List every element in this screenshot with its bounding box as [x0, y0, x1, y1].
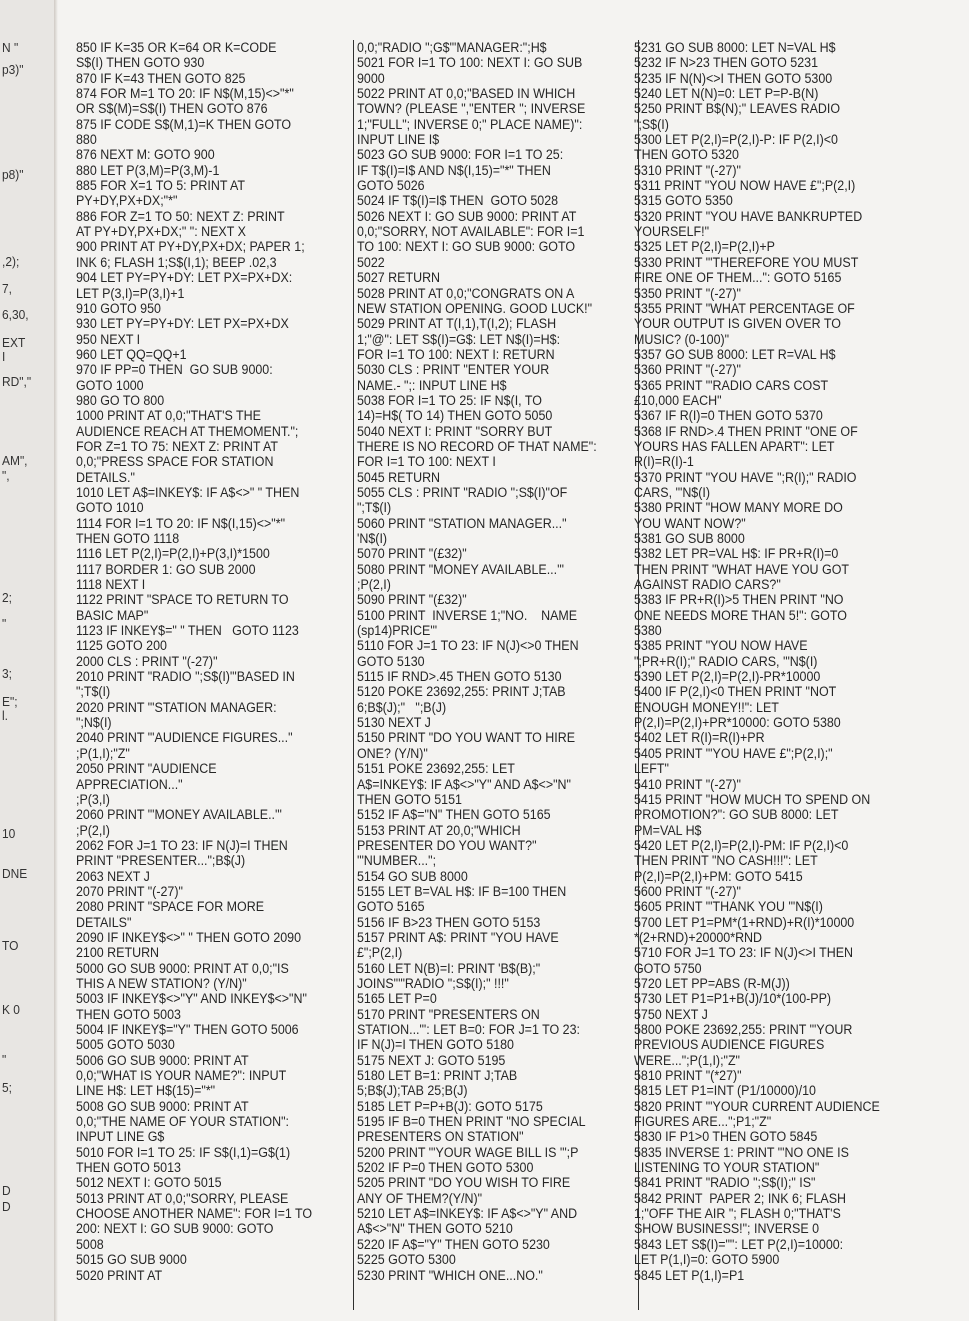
- code-line: JOINS"'"RADIO ";S$(I);" !!!": [357, 975, 509, 991]
- code-line: 5055 CLS : PRINT "RADIO ";S$(I)"OF: [357, 484, 568, 500]
- edge-fragment: K 0: [2, 1002, 20, 1017]
- code-line: '"NUMBER...";: [357, 853, 437, 869]
- code-line: TO 100: NEXT I: GO SUB 9000: GOTO: [357, 239, 576, 255]
- code-line: 5382 LET PR=VAL H$: IF PR+R(I)=0: [634, 546, 839, 562]
- code-line: 2020 PRINT "'STATION MANAGER:: [76, 699, 277, 715]
- code-line: 1125 GOTO 200: [76, 638, 167, 654]
- code-line: 1;"OFF THE AIR "; FLASH 0;"THAT'S: [634, 1206, 841, 1222]
- code-line: 5420 LET P(2,I)=P(2,I)-PM: IF P(2,I)<0: [634, 837, 849, 853]
- code-line: 5700 LET P1=PM*(1+RND)+R(I)*10000: [634, 914, 855, 930]
- code-line: 5027 RETURN: [357, 270, 441, 286]
- code-line: 5360 PRINT "(-27)": [634, 362, 741, 378]
- code-line: 5175 NEXT J: GOTO 5195: [357, 1052, 506, 1068]
- code-line: 5004 IF INKEY$="Y" THEN GOTO 5006: [76, 1022, 299, 1037]
- listing-column-1: [76, 40, 336, 1283]
- code-line: 2010 PRINT "RADIO ";S$(I)"'BASED IN: [76, 669, 295, 685]
- code-line: 2062 FOR J=1 TO 23: IF N(J)=I THEN: [76, 837, 288, 853]
- edge-fragment: RD",": [2, 374, 32, 389]
- code-line: 2080 PRINT "SPACE FOR MORE: [76, 899, 265, 915]
- code-line: 'N$(I): [357, 531, 388, 546]
- code-line: DETAILS.": [76, 469, 135, 485]
- code-line: OR S$(M)=S$(I) THEN GOTO 876: [76, 101, 268, 117]
- code-line: 5600 PRINT "(-27)": [634, 883, 741, 899]
- code-line: 2050 PRINT "AUDIENCE: [76, 761, 217, 777]
- code-line: 5402 LET R(I)=R(I)+PR: [634, 730, 765, 746]
- code-line: 5152 IF A$="N" THEN GOTO 5165: [357, 807, 551, 823]
- code-line: 5195 IF B=0 THEN PRINT "NO SPECIAL: [357, 1114, 586, 1130]
- code-line: FOR Z=1 TO 75: NEXT Z: PRINT AT: [76, 438, 278, 454]
- code-line: FIGURES ARE...";P1;"Z": [634, 1114, 772, 1130]
- edge-fragment: AM",: [2, 453, 28, 468]
- code-line: APPRECIATION...": [76, 776, 183, 792]
- code-line: 5200 PRINT "'YOUR WAGE BILL IS '";P: [357, 1144, 579, 1160]
- code-line: 5015 GO SUB 9000: [76, 1252, 187, 1268]
- code-line: 5012 NEXT I: GOTO 5015: [76, 1175, 222, 1191]
- code-line: 5240 LET N(N)=0: LET P=P-B(N): [634, 86, 819, 102]
- code-line: 885 FOR X=1 TO 5: PRINT AT: [76, 178, 245, 194]
- code-line: P(2,I)=P(2,I)+PM: GOTO 5415: [634, 868, 803, 884]
- code-line: ONE? (Y/N)": [357, 745, 428, 761]
- code-line: 5380: [634, 623, 662, 639]
- code-line: 5165 LET P=0: [357, 991, 437, 1007]
- code-line: ;P(3,I): [76, 791, 110, 807]
- code-line: 5330 PRINT "'THEREFORE YOU MUST: [634, 254, 859, 270]
- code-line: THEN GOTO 5013: [76, 1160, 181, 1176]
- code-line: 5232 IF N>23 THEN GOTO 5231: [634, 55, 819, 71]
- code-line: 5605 PRINT "'THANK YOU "'N$(I): [634, 899, 823, 915]
- page-fold-shadow: [54, 0, 58, 1321]
- code-line: 1010 LET A$=INKEY$: IF A$<>" " THEN: [76, 484, 300, 500]
- code-line: 5029 PRINT AT T(I,1),T(I,2); FLASH: [357, 316, 557, 332]
- code-line: 5381 GO SUB 8000: [634, 531, 745, 546]
- code-line: INK 6; FLASH 1;S$(I,1); BEEP .02,3: [76, 254, 277, 270]
- code-line: 5810 PRINT "(*27)": [634, 1068, 742, 1084]
- code-line: 2040 PRINT "'AUDIENCE FIGURES...": [76, 730, 293, 746]
- code-line: 5130 NEXT J: [357, 715, 431, 731]
- edge-fragment: I: [2, 349, 6, 364]
- code-line: 5815 LET P1=INT (P1/10000)/10: [634, 1083, 816, 1099]
- code-line: MUSIC? (0-100)": [634, 331, 730, 347]
- code-line: 5155 LET B=VAL H$: IF B=100 THEN: [357, 883, 567, 899]
- code-line: 5030 CLS : PRINT "ENTER YOUR: [357, 362, 550, 378]
- code-line: YOURS HAS FALLEN APART": LET: [634, 438, 835, 454]
- edge-fragment: DNE: [2, 866, 28, 881]
- code-line: FIRE ONE OF THEM...": GOTO 5165: [634, 270, 842, 286]
- code-line: 5355 PRINT "WHAT PERCENTAGE OF: [634, 300, 855, 316]
- code-line: GOTO 1010: [76, 500, 144, 516]
- code-line: 5045 RETURN: [357, 469, 441, 485]
- code-line: 5830 IF P1>0 THEN GOTO 5845: [634, 1129, 818, 1145]
- code-line: TOWN? (PLEASE ","ENTER "; INVERSE: [357, 101, 586, 117]
- code-line: 5841 PRINT "RADIO ";S$(I);" IS": [634, 1175, 816, 1191]
- code-line: STATION..."': LET B=0: FOR J=1 TO 23:: [357, 1022, 580, 1037]
- code-line: 5021 FOR I=1 TO 100: NEXT I: GO SUB: [357, 55, 583, 71]
- code-line: 5120 POKE 23692,255: PRINT J;TAB: [357, 684, 566, 700]
- code-line: 5730 LET P1=P1+B(J)/10*(100-PP): [634, 991, 832, 1007]
- code-line: GOTO 1000: [76, 377, 144, 393]
- code-line: NEW STATION OPENING. GOOD LUCK!": [357, 300, 593, 316]
- code-line: 5843 LET S$(I)="": LET P(2,I)=10000:: [634, 1236, 844, 1252]
- code-line: ENOUGH MONEY!!": LET: [634, 699, 779, 715]
- code-line: 5365 PRINT "'RADIO CARS COST: [634, 377, 829, 393]
- code-line: LEFT": [634, 761, 669, 777]
- code-line: 0,0;"SORRY, NOT AVAILABLE": FOR I=1: [357, 224, 585, 240]
- edge-fragment: l.: [2, 708, 8, 723]
- code-line: PRINT "PRESENTER...";B$(J): [76, 853, 246, 869]
- code-line: 5020 PRINT AT: [76, 1267, 163, 1283]
- code-line: 5170 PRINT "PRESENTERS ON: [357, 1006, 540, 1022]
- code-line: 5080 PRINT "MONEY AVAILABLE...'": [357, 561, 564, 577]
- code-line: 970 IF PP=0 THEN GO SUB 9000:: [76, 362, 273, 378]
- listing-column-3: [634, 40, 913, 1283]
- code-line: 2100 RETURN: [76, 945, 160, 961]
- edge-fragment: ": [2, 1052, 7, 1067]
- code-line: SHOW BUSINESS!"; INVERSE 0: [634, 1221, 820, 1237]
- code-line: 5;B$(J);TAB 25;B(J): [357, 1083, 468, 1099]
- code-line: THEN GOTO 5151: [357, 791, 462, 807]
- code-line: WERE...";P(1,I);"Z": [634, 1052, 740, 1068]
- code-line: 930 LET PY=PY+DY: LET PX=PX+DX: [76, 316, 289, 332]
- code-line: ;P(1,I);"Z": [76, 745, 130, 761]
- code-line: 5800 POKE 23692,255: PRINT "'YOUR: [634, 1022, 853, 1037]
- code-line: 5013 PRINT AT 0,0;"SORRY, PLEASE: [76, 1190, 289, 1206]
- code-line: 5370 PRINT "YOU HAVE ";R(I);" RADIO: [634, 469, 857, 485]
- code-line: 5400 IF P(2,I)<0 THEN PRINT "NOT: [634, 684, 837, 700]
- code-line: 980 GO TO 800: [76, 392, 165, 408]
- code-line: 5028 PRINT AT 0,0;"CONGRATS ON A: [357, 285, 575, 301]
- edge-fragment: E";: [2, 694, 18, 709]
- code-line: 5205 PRINT "DO YOU WISH TO FIRE: [357, 1175, 571, 1191]
- code-line: 5220 IF A$="Y" THEN GOTO 5230: [357, 1236, 550, 1252]
- code-line: LINE H$: LET H$(15)="*": [76, 1083, 216, 1099]
- code-line: 5151 POKE 23692,255: LET: [357, 761, 515, 777]
- code-line: BASIC MAP": [76, 607, 149, 623]
- code-line: 5383 IF PR+R(I)>5 THEN PRINT "NO: [634, 592, 844, 608]
- edge-fragment: D: [2, 1199, 11, 1214]
- edge-fragment: EXT: [2, 335, 26, 350]
- code-line: A$=INKEY$: IF A$<>"Y" AND A$<>"N": [357, 776, 571, 792]
- code-line: ;P(2,I): [76, 822, 110, 838]
- code-line: THEN PRINT "WHAT HAVE YOU GOT: [634, 561, 850, 577]
- code-line: ONE NEEDS MORE THAN 5!": GOTO: [634, 607, 847, 623]
- code-line: 5022 PRINT AT 0,0;"BASED IN WHICH: [357, 86, 576, 102]
- code-line: LET P(3,I)=P(3,I)+1: [76, 285, 185, 301]
- edge-fragment: 10: [2, 826, 16, 841]
- code-line: 5210 LET A$=INKEY$: IF A$<>"Y" AND: [357, 1206, 578, 1222]
- code-line: ";T$(I): [357, 500, 392, 516]
- code-line: 1114 FOR I=1 TO 20: IF N$(I,15)<>"*": [76, 515, 286, 531]
- code-line: 5003 IF INKEY$<>"Y" AND INKEY$<>"N": [76, 991, 307, 1007]
- code-line: 5180 LET B=1: PRINT J;TAB: [357, 1068, 518, 1084]
- code-line: YOU WANT NOW?": [634, 515, 746, 531]
- code-line: 5115 IF RND>.45 THEN GOTO 5130: [357, 669, 562, 685]
- code-line: 5225 GOTO 5300: [357, 1252, 456, 1268]
- edge-fragment: TO: [2, 938, 19, 953]
- code-line: ANY OF THEM?(Y/N)": [357, 1190, 483, 1206]
- code-line: 0,0;"PRESS SPACE FOR STATION: [76, 454, 274, 470]
- code-line: FOR I=1 TO 100: NEXT I: [357, 454, 496, 470]
- edge-fragment: 3;: [2, 666, 12, 681]
- code-line: 0,0;"RADIO ";G$"'MANAGER:";H$: [357, 40, 547, 55]
- code-line: PRESENTER DO YOU WANT?": [357, 837, 537, 853]
- code-line: 5008: [76, 1236, 104, 1252]
- code-line: 5110 FOR J=1 TO 23: IF N(J)<>0 THEN: [357, 638, 579, 654]
- code-line: 5202 IF P=0 THEN GOTO 5300: [357, 1160, 534, 1176]
- edge-fragment: p3)": [2, 62, 24, 77]
- code-line: 5026 NEXT I: GO SUB 9000: PRINT AT: [357, 208, 577, 224]
- code-line: 5415 PRINT "HOW MUCH TO SPEND ON: [634, 791, 871, 807]
- code-line: 5038 FOR I=1 TO 25: IF N$(I, TO: [357, 392, 542, 408]
- code-line: 5090 PRINT "(£32)": [357, 592, 467, 608]
- code-line: 910 GOTO 950: [76, 300, 161, 316]
- edge-fragment: N ": [2, 40, 19, 55]
- code-line: 900 PRINT AT PY+DY,PX+DX; PAPER 1;: [76, 239, 305, 255]
- code-line: 5385 PRINT "YOU NOW HAVE: [634, 638, 808, 654]
- code-line: 5835 INVERSE 1: PRINT "'NO ONE IS: [634, 1144, 849, 1160]
- code-line: 5320 PRINT "YOU HAVE BANKRUPTED: [634, 208, 863, 224]
- edge-fragment: 2;: [2, 590, 12, 605]
- code-line: 1116 LET P(2,I)=P(2,I)+P(3,I)*1500: [76, 546, 270, 562]
- code-line: GOTO 5026: [357, 178, 425, 194]
- edge-fragment: 7,: [2, 281, 12, 296]
- code-line: 5040 NEXT I: PRINT "SORRY BUT: [357, 423, 553, 439]
- code-line: 904 LET PY=PY+DY: LET PX=PX+DX:: [76, 270, 293, 286]
- code-line: 1;"@": LET S$(I)=G$: LET N$(I)=H$:: [357, 331, 561, 347]
- code-line: INPUT LINE I$: [357, 132, 440, 148]
- code-line: ;P(2,I): [357, 577, 391, 593]
- code-line: 5230 PRINT "WHICH ONE...NO.": [357, 1267, 543, 1283]
- code-line: PM=VAL H$: [634, 822, 702, 838]
- code-line: 874 FOR M=1 TO 20: IF N$(M,15)<>"*": [76, 86, 294, 102]
- code-line: AUDIENCE REACH AT THEMOMENT.";: [76, 423, 299, 439]
- code-line: 880: [76, 132, 97, 148]
- code-line: IF N(J)=I THEN GOTO 5180: [357, 1037, 514, 1053]
- code-line: 5154 GO SUB 8000: [357, 868, 468, 884]
- code-line: THIS A NEW STATION? (Y/N)": [76, 975, 247, 991]
- code-line: 5311 PRINT "YOU NOW HAVE £";P(2,I): [634, 178, 856, 194]
- code-line: 5820 PRINT "'YOUR CURRENT AUDIENCE: [634, 1098, 880, 1114]
- code-line: 5250 PRINT B$(N);" LEAVES RADIO: [634, 101, 841, 117]
- column-divider-1: [353, 40, 354, 1310]
- code-line: 960 LET QQ=QQ+1: [76, 346, 187, 362]
- code-line: PRESENTERS ON STATION": [357, 1129, 524, 1145]
- code-line: THERE IS NO RECORD OF THAT NAME":: [357, 438, 597, 454]
- code-line: YOURSELF!": [634, 224, 710, 240]
- code-line: PREVIOUS AUDIENCE FIGURES: [634, 1037, 825, 1053]
- code-line: IF T$(I)=I$ AND N$(I,15)="*" THEN: [357, 162, 551, 178]
- code-line: 5060 PRINT "STATION MANAGER...": [357, 515, 567, 531]
- code-line: 9000: [357, 70, 385, 86]
- code-line: *(2+RND)+20000*RND: [634, 929, 763, 945]
- code-line: 5300 LET P(2,I)=P(2,I)-P: IF P(2,I)<0: [634, 132, 838, 148]
- code-line: 5185 LET P=P+B(J): GOTO 5175: [357, 1098, 543, 1114]
- code-line: NAME.- ";: INPUT LINE H$: [357, 377, 507, 393]
- code-line: 1118 NEXT I: [76, 577, 146, 593]
- code-line: 5022: [357, 254, 385, 270]
- code-line: 5720 LET PP=ABS (R-M(J)): [634, 975, 790, 991]
- code-line: DETAILS": [76, 914, 132, 930]
- code-line: GOTO 5130: [357, 653, 425, 669]
- code-line: 880 LET P(3,M)=P(3,M)-1: [76, 162, 220, 178]
- code-line: 5367 IF R(I)=0 THEN GOTO 5370: [634, 408, 823, 424]
- code-line: GOTO 5750: [634, 960, 702, 976]
- code-line: CARS, '"N$(I): [634, 484, 710, 500]
- edge-fragment: ,2);: [2, 254, 20, 269]
- code-line: P(2,I)=P(2,I)+PR*10000: GOTO 5380: [634, 715, 841, 731]
- code-line: PY+DY,PX+DX;"*": [76, 193, 178, 209]
- code-line: 5845 LET P(1,I)=P1: [634, 1267, 745, 1283]
- code-line: 5005 GOTO 5030: [76, 1037, 175, 1053]
- code-line: 870 IF K=43 THEN GOTO 825: [76, 70, 246, 86]
- code-line: 5023 GO SUB 9000: FOR I=1 TO 25:: [357, 147, 564, 163]
- code-line: 2063 NEXT J: [76, 868, 150, 884]
- code-line: 950 NEXT I: [76, 331, 141, 347]
- code-line: ";N$(I): [76, 715, 112, 731]
- code-line: 2070 PRINT "(-27)": [76, 883, 183, 899]
- code-line: PROMOTION?": GO SUB 8000: LET: [634, 807, 839, 823]
- code-line: 5315 GOTO 5350: [634, 193, 733, 209]
- code-line: 5160 LET N(B)=I: PRINT 'B$(B);": [357, 960, 541, 976]
- edge-fragment: 5;: [2, 1080, 12, 1095]
- code-line: 5310 PRINT "(-27)": [634, 162, 741, 178]
- code-line: 1122 PRINT "SPACE TO RETURN TO: [76, 592, 289, 608]
- code-line: S$(I) THEN GOTO 930: [76, 55, 205, 71]
- code-line: 5006 GO SUB 9000: PRINT AT: [76, 1052, 249, 1068]
- code-line: THEN PRINT "NO CASH!!!": LET: [634, 853, 818, 869]
- previous-page-edge: [0, 0, 57, 1321]
- code-line: LET P(1,I)=0: GOTO 5900: [634, 1252, 780, 1268]
- code-line: 1;"FULL"; INVERSE 0;" PLACE NAME)":: [357, 116, 583, 132]
- code-line: 14)=H$( TO 14) THEN GOTO 5050: [357, 408, 553, 424]
- code-line: AT PY+DY,PX+DX;" ": NEXT X: [76, 224, 246, 240]
- code-line: A$<>"N" THEN GOTO 5210: [357, 1221, 513, 1237]
- edge-fragment: 6,30,: [2, 307, 29, 322]
- code-line: ";S$(I): [634, 116, 669, 132]
- code-line: 5008 GO SUB 9000: PRINT AT: [76, 1098, 249, 1114]
- code-line: 5405 PRINT "'YOU HAVE £";P(2,I);": [634, 745, 833, 761]
- code-line: THEN GOTO 5003: [76, 1006, 181, 1022]
- code-line: 5100 PRINT INVERSE 1;"NO. NAME: [357, 607, 578, 623]
- code-line: 1117 BORDER 1: GO SUB 2000: [76, 561, 256, 577]
- code-line: 5000 GO SUB 9000: PRINT AT 0,0;"IS: [76, 960, 289, 976]
- code-line: 5380 PRINT "HOW MANY MORE DO: [634, 500, 843, 516]
- code-line: 1000 PRINT AT 0,0;"THAT'S THE: [76, 408, 261, 424]
- code-line: ";T$(I): [76, 684, 111, 700]
- code-line: 875 IF CODE S$(M,1)=K THEN GOTO: [76, 116, 292, 132]
- code-line: £";P(2,I): [357, 945, 403, 961]
- code-line: FOR I=1 TO 100: NEXT I: RETURN: [357, 346, 555, 362]
- edge-fragment: ": [2, 616, 7, 631]
- code-line: AGAINST RADIO CARS?": [634, 577, 781, 593]
- listing-column-2: [357, 40, 636, 1283]
- code-line: 1123 IF INKEY$=" " THEN GOTO 1123: [76, 623, 299, 639]
- code-line: 876 NEXT M: GOTO 900: [76, 147, 215, 163]
- code-line: 5156 IF B>23 THEN GOTO 5153: [357, 914, 541, 930]
- code-line: 5024 IF T$(I)=I$ THEN GOTO 5028: [357, 193, 559, 209]
- code-line: 850 IF K=35 OR K=64 OR K=CODE: [76, 40, 277, 55]
- code-line: 6;B$(J);" ";B(J): [357, 699, 447, 715]
- code-line: 5157 PRINT A$: PRINT "YOU HAVE: [357, 929, 559, 945]
- code-line: 5010 FOR I=1 TO 25: IF S$(I,1)=G$(1): [76, 1144, 291, 1160]
- code-line: 2060 PRINT "'MONEY AVAILABLE..'": [76, 807, 282, 823]
- edge-fragment: D: [2, 1183, 11, 1198]
- code-line: R(I)=R(I)-1: [634, 454, 694, 470]
- code-line: 2000 CLS : PRINT "(-27)": [76, 653, 218, 669]
- code-line: 5325 LET P(2,I)=P(2,I)+P: [634, 239, 775, 255]
- code-line: YOUR OUTPUT IS GIVEN OVER TO: [634, 316, 841, 332]
- code-line: 2090 IF INKEY$<>" " THEN GOTO 2090: [76, 929, 302, 945]
- code-line: 5153 PRINT AT 20,0;"WHICH: [357, 822, 521, 838]
- code-line: 5390 LET P(2,I)=P(2,I)-PR*10000: [634, 669, 821, 685]
- code-line: ";PR+R(I);" RADIO CARS, '"N$(I): [634, 653, 818, 669]
- code-line: 0,0;"THE NAME OF YOUR STATION":: [76, 1114, 289, 1130]
- code-line: 5368 IF RND>.4 THEN PRINT "ONE OF: [634, 423, 858, 439]
- code-line: 5150 PRINT "DO YOU WANT TO HIRE: [357, 730, 576, 746]
- edge-fragment: ",: [2, 468, 10, 483]
- code-line: 5070 PRINT "(£32)": [357, 546, 467, 562]
- code-line: 5235 IF N(N)<>I THEN GOTO 5300: [634, 70, 833, 86]
- code-line: 886 FOR Z=1 TO 50: NEXT Z: PRINT: [76, 208, 285, 224]
- code-line: 5350 PRINT "(-27)": [634, 285, 741, 301]
- code-line: CHOOSE ANOTHER NAME": FOR I=1 TO: [76, 1206, 313, 1222]
- code-line: £10,000 EACH": [634, 392, 722, 408]
- code-line: 5410 PRINT "(-27)": [634, 776, 741, 792]
- code-line: GOTO 5165: [357, 899, 425, 915]
- code-line: 5231 GO SUB 8000: LET N=VAL H$: [634, 40, 836, 55]
- edge-fragment: p8)": [2, 167, 24, 182]
- code-line: 5710 FOR J=1 TO 23: IF N(J)<>I THEN: [634, 945, 854, 961]
- code-line: THEN GOTO 1118: [76, 531, 180, 546]
- code-line: 200: NEXT I: GO SUB 9000: GOTO: [76, 1221, 274, 1237]
- code-line: (sp14)PRICE"': [357, 623, 438, 639]
- code-line: INPUT LINE G$: [76, 1129, 165, 1145]
- code-line: THEN GOTO 5320: [634, 147, 739, 163]
- code-line: 5357 GO SUB 8000: LET R=VAL H$: [634, 346, 836, 362]
- code-line: 0,0;"WHAT IS YOUR NAME?": INPUT: [76, 1068, 287, 1084]
- code-line: LISTENING TO YOUR STATION": [634, 1160, 820, 1176]
- code-line: 5842 PRINT PAPER 2; INK 6; FLASH: [634, 1190, 847, 1206]
- code-line: 5750 NEXT J: [634, 1006, 708, 1022]
